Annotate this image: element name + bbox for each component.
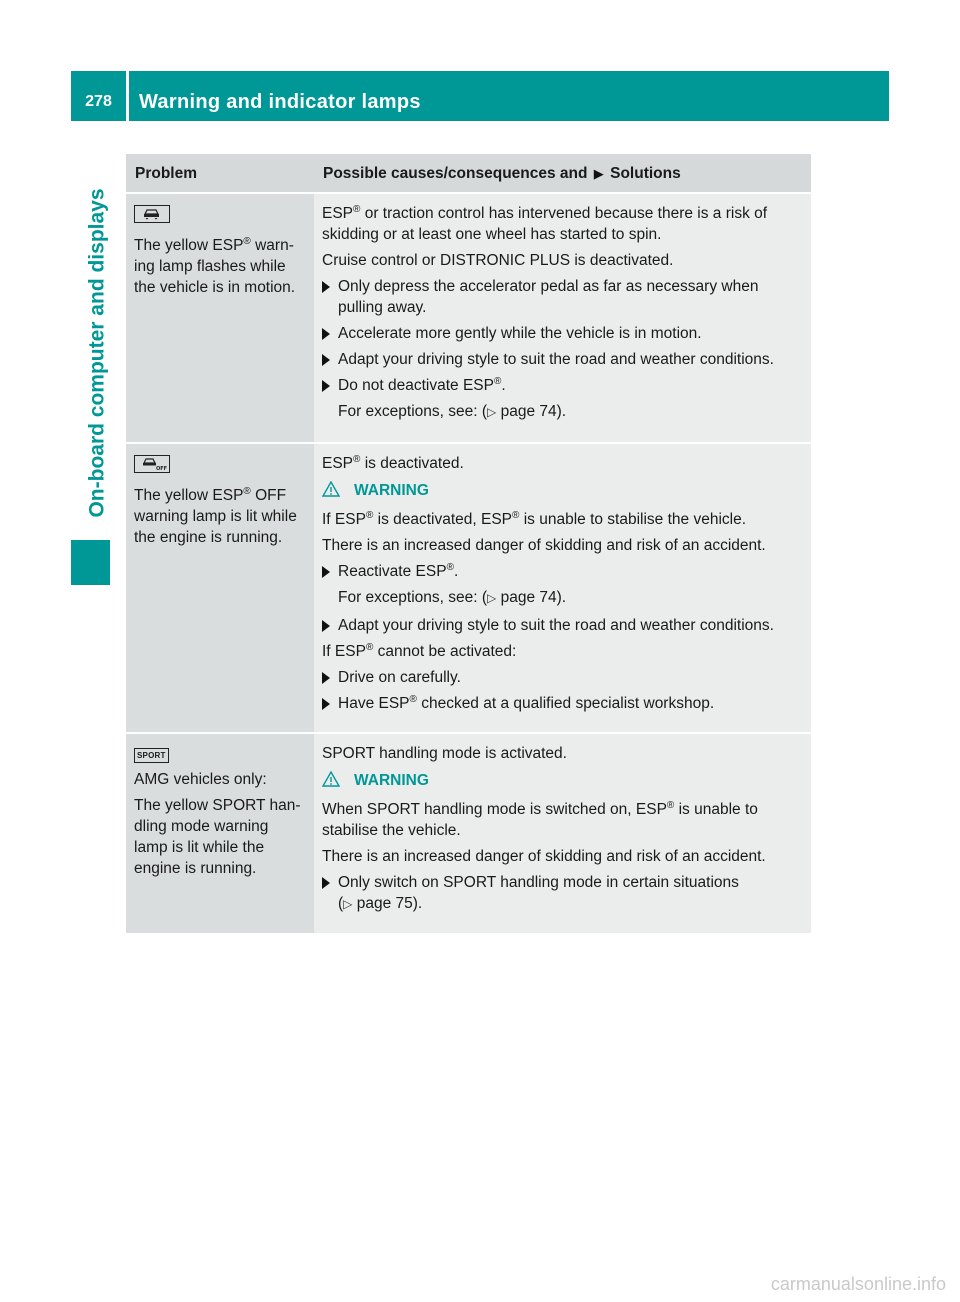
- reference-arrow-icon: ▷: [343, 897, 353, 911]
- page-reference[interactable]: For exceptions, see: (▷ page 74).: [338, 403, 567, 420]
- cause-text: ESP® is deactivated.: [322, 453, 464, 472]
- warning-triangle-icon: [322, 771, 340, 787]
- page-reference[interactable]: For exceptions, see: (▷ page 74).: [338, 589, 567, 606]
- bullet-arrow-icon: [322, 877, 330, 889]
- cause-text: SPORT handling mode is activated.: [322, 745, 567, 762]
- bullet-arrow-icon: [322, 672, 330, 684]
- solution-step: Drive on carefully.: [322, 667, 803, 688]
- warning-lamp-table: [126, 154, 811, 933]
- bullet-arrow-icon: [322, 698, 330, 710]
- bullet-arrow-icon: [322, 354, 330, 366]
- table-header-row: [126, 154, 811, 193]
- problem-text: The yellow SPORT han- dling mode warning lamp is lit while the engine is running.: [134, 797, 301, 877]
- play-arrow-icon: ▶: [593, 166, 604, 181]
- reference-arrow-icon: ▷: [487, 405, 497, 419]
- warning-heading: WARNING: [322, 480, 803, 501]
- condition-text: If ESP® cannot be activated:: [322, 641, 517, 660]
- solution-step: Accelerate more gently while the vehicle is in motion.: [322, 323, 803, 344]
- header-divider: [126, 71, 129, 121]
- page-title: Warning and indicator lamps: [139, 91, 421, 113]
- esp-skid-icon: [134, 205, 170, 223]
- solution-step: Only switch on SPORT handling mode in certain situations (▷ page 75).: [322, 872, 803, 915]
- problem-text: AMG vehicles only:: [134, 771, 267, 788]
- section-title: On-board computer and displays: [85, 188, 109, 518]
- table-row: [126, 193, 811, 443]
- warning-text: There is an increased danger of skidding and risk of an accident.: [322, 848, 766, 865]
- column-header-solutions-suffix: Solutions: [610, 165, 681, 182]
- section-side-label: [70, 168, 125, 538]
- column-header-problem: Problem: [126, 154, 314, 193]
- warning-heading: WARNING: [322, 770, 803, 791]
- solution-step: Only depress the accelerator pedal as far as necessary when pulling away.: [322, 276, 803, 318]
- bullet-arrow-icon: [322, 328, 330, 340]
- watermark: carmanualsonline.info: [770, 1274, 946, 1294]
- section-marker: [71, 540, 110, 585]
- page-reference[interactable]: (▷ page 75).: [338, 895, 423, 912]
- sport-mode-icon: SPORT: [134, 748, 169, 763]
- page-header: [71, 71, 889, 121]
- problem-text: The yellow ESP® warn- ing lamp flashes while the vehicle is in motion.: [134, 235, 296, 296]
- column-header-solutions-prefix: Possible causes/consequences and: [323, 165, 588, 182]
- consequence-text: Cruise control or DISTRONIC PLUS is deactivated.: [322, 252, 674, 269]
- solution-cell: [314, 193, 811, 443]
- solution-step: Do not deactivate ESP®.: [322, 375, 803, 396]
- problem-text: The yellow ESP® OFF warning lamp is lit while the engine is running.: [134, 485, 297, 546]
- solution-cell: [314, 443, 811, 733]
- esp-off-icon: [134, 455, 170, 473]
- column-header-solutions: [314, 154, 811, 193]
- warning-text: There is an increased danger of skidding and risk of an accident.: [322, 537, 766, 554]
- bullet-arrow-icon: [322, 566, 330, 578]
- reference-arrow-icon: ▷: [487, 591, 497, 605]
- solution-cell: [314, 733, 811, 933]
- solution-step: Have ESP® checked at a qualified specialist workshop.: [322, 693, 803, 714]
- solution-step: Adapt your driving style to suit the road and weather conditions.: [322, 349, 803, 370]
- problem-cell: [126, 443, 314, 733]
- bullet-arrow-icon: [322, 620, 330, 632]
- problem-cell: [126, 193, 314, 443]
- warning-triangle-icon: [322, 481, 340, 497]
- solution-step: Adapt your driving style to suit the road and weather conditions.: [322, 615, 803, 636]
- table-row: [126, 443, 811, 733]
- svg-text:OFF: OFF: [156, 466, 168, 471]
- warning-text: When SPORT handling mode is switched on, ESP® is unable to stabilise the vehicle.: [322, 799, 758, 839]
- table-row: [126, 733, 811, 933]
- bullet-arrow-icon: [322, 281, 330, 293]
- warning-text: If ESP® is deactivated, ESP® is unable to stabilise the vehicle.: [322, 509, 747, 528]
- page-number: 278: [85, 93, 112, 110]
- problem-cell: [126, 733, 314, 933]
- cause-text: ESP® or traction control has intervened because there is a risk of skidding or at least one wheel has started to spin.: [322, 203, 768, 243]
- bullet-arrow-icon: [322, 380, 330, 392]
- solution-step: Reactivate ESP®.: [322, 561, 803, 582]
